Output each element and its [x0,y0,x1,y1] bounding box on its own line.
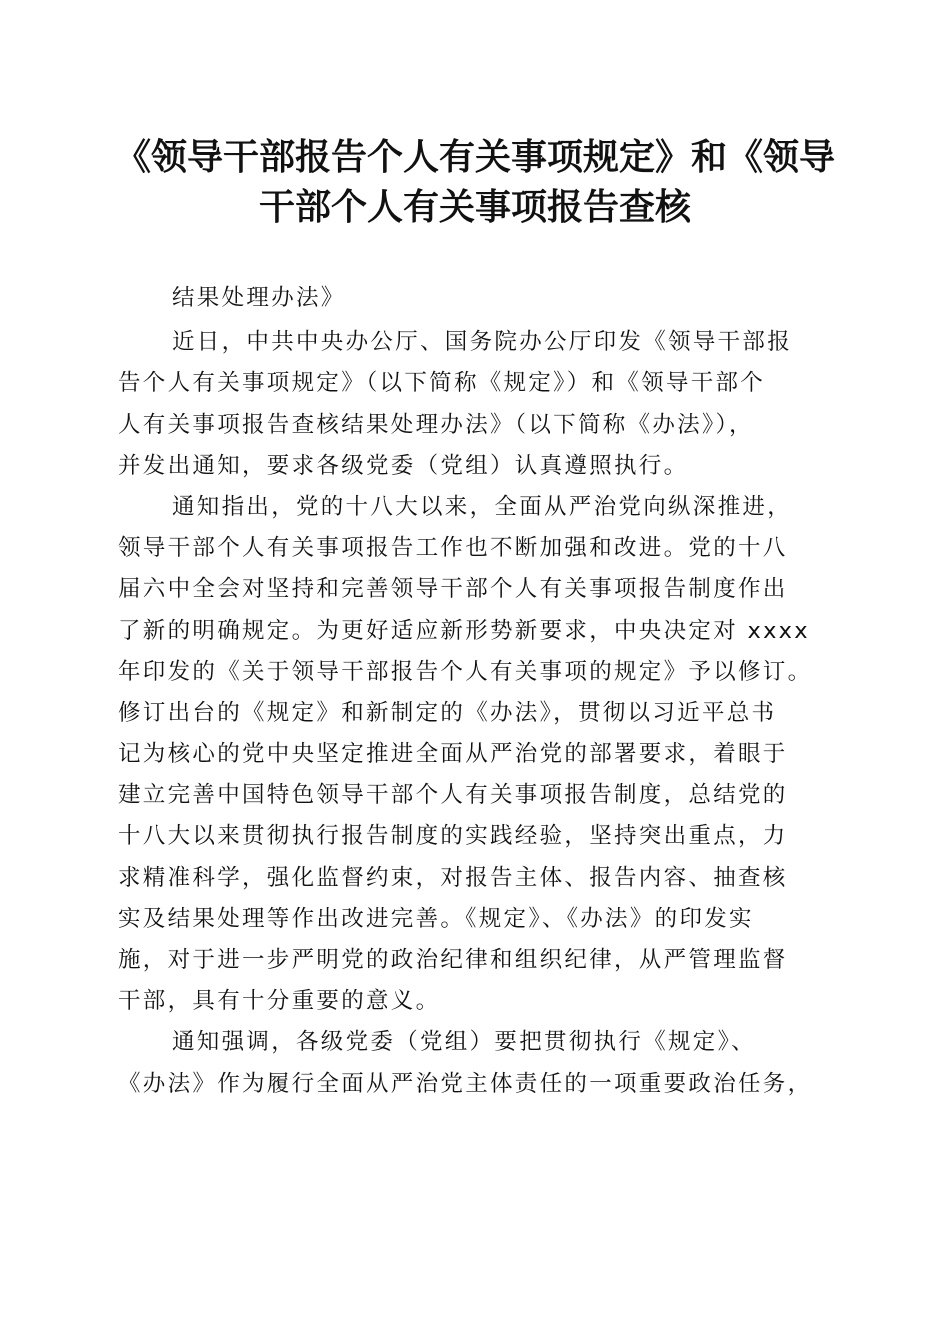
body-line-18: 干部，具有十分重要的意义。 [118,988,441,1015]
body-line-11: 修订出台的《规定》和新制定的《办法》，贯彻以习近平总书 [118,699,777,726]
body-line-20: 《办法》作为履行全面从严治党主体责任的一项重要政治任务， [118,1070,813,1097]
document-title [100,132,850,232]
title-line-1: 《领导干部报告个人有关事项规定》和《领导 [114,136,835,178]
body-line-1: 结果处理办法》 [172,285,346,311]
body-line-13: 建立完善中国特色领导干部个人有关事项报告制度，总结党的 [118,782,788,809]
body-line-2: 近日，中共中央办公厅、国务院办公厅印发《领导干部报 [172,329,793,356]
body-line-8: 届六中全会对坚持和完善领导干部个人有关事项报告制度作出 [118,576,788,603]
body-line-15: 求精准科学，强化监督约束，对报告主体、报告内容、抽查核 [118,864,788,891]
body-line-17: 施，对于进一步严明党的政治纪律和组织纪律，从严管理监督 [118,947,788,973]
body-line-4: 人有关事项报告查核结果处理办法》（以下简称《办法》）， [118,411,754,438]
body-line-19: 通知强调，各级党委（党组）要把贯彻执行《规定》、 [172,1029,756,1056]
body-line-12: 记为核心的党中央坚定推进全面从严治党的部署要求，着眼于 [118,741,788,768]
body-line-16: 实及结果处理等作出改进完善。《规定》、《办法》的印发实 [118,905,754,932]
body-line-5: 并发出通知，要求各级党委（党组）认真遵照执行。 [118,452,689,479]
body-line-7: 领导干部个人有关事项报告工作也不断加强和改进。党的十八 [118,535,788,562]
body-line-10: 年印发的《关于领导干部报告个人有关事项的规定》予以修订。 [118,658,813,685]
title-line-2: 干部个人有关事项报告查核 [258,186,691,228]
document-body [118,278,838,1105]
body-line-14: 十八大以来贯彻执行报告制度的实践经验，坚持突出重点，力 [118,823,788,850]
body-line-9: 了新的明确规定。为更好适应新形势新要求，中央决定对 xxxx [118,617,810,644]
body-line-6: 通知指出，党的十八大以来，全面从严治党向纵深推进， [172,493,793,520]
body-line-3: 告个人有关事项规定》（以下简称《规定》）和《领导干部个 [118,370,766,397]
